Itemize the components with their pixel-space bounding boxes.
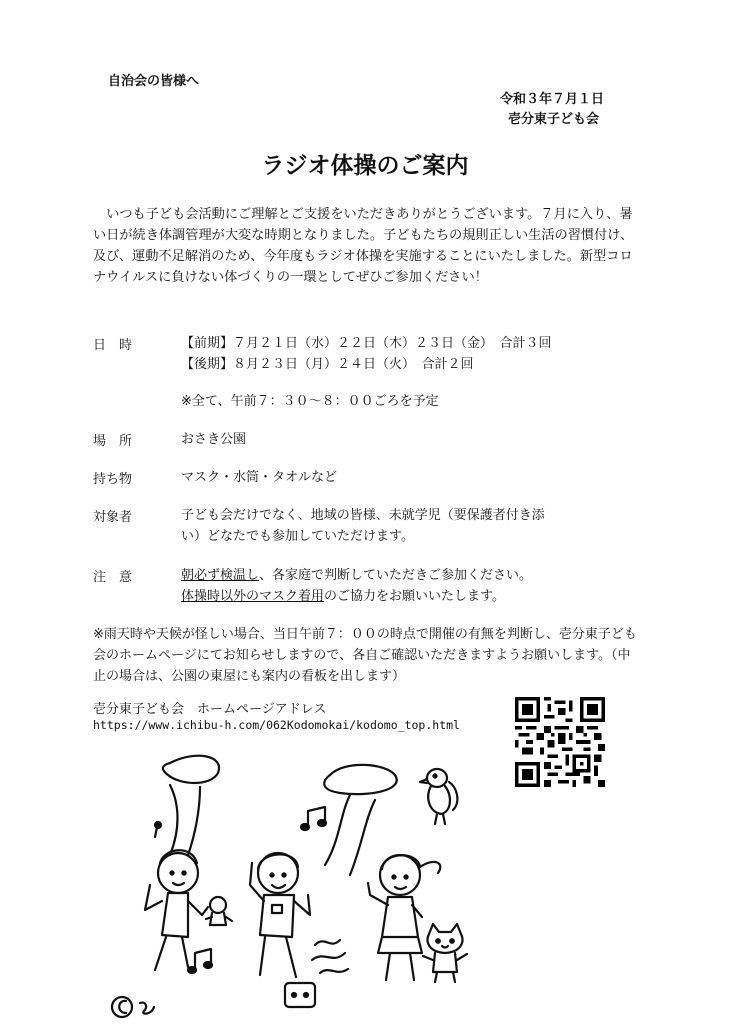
music-note-bottom — [188, 962, 212, 973]
girl-hair — [382, 855, 440, 873]
caution-line2 — [181, 587, 505, 608]
caution-line2-emphasis: 体操時以外のマスク着用 — [181, 589, 325, 604]
boy-middle-hair — [258, 854, 298, 869]
intro-paragraph: いつも子ども会活動にご理解とご支援をいただきありがとうございます。７月に入り、暑い日が続き体調管理が大変な時期となりました。子どもたちの規則正しい生活の習慣付け、及び、運動不足解消のため、今年度もラジオ体操を実施することにいたしました。新型コロナウイルスに負けない体づくりの一環としてぜひご参加ください！ — [93, 207, 634, 285]
boy-middle-body — [260, 895, 294, 937]
schedule-time-note: ※全て、午前７：３０～８：００ごろを予定 — [181, 394, 439, 409]
signature-mark — [140, 1003, 154, 1014]
addressee: 自治会の皆様へ — [108, 74, 200, 89]
boy-left-arm — [145, 885, 162, 910]
girl-body — [382, 897, 418, 937]
target-label: 対象者 — [93, 510, 133, 525]
bubble-tail-left — [170, 785, 178, 855]
music-note-top — [301, 820, 326, 830]
boy-left-head — [158, 853, 198, 893]
caution-line1-rest: 、各家庭で判断していただきご参加ください。 — [259, 568, 533, 583]
copyright-circle — [112, 997, 132, 1017]
bubble-tail-right-2 — [350, 800, 375, 875]
caution-line1 — [181, 566, 532, 587]
radio-icon — [285, 983, 315, 1007]
boy-middle-legs — [260, 937, 296, 977]
girl-legs — [386, 953, 414, 980]
bubble-left — [163, 756, 219, 783]
caution-line1-emphasis: 朝必ず検温し — [181, 568, 260, 583]
cat-illustration — [415, 920, 475, 990]
boy-left-legs — [155, 937, 188, 970]
page-title: ラジオ体操のご案内 — [261, 153, 469, 179]
bubble-tail-right — [325, 795, 350, 865]
dog-head — [210, 897, 226, 913]
caution-line2-rest: のご協力をお願いいたします。 — [324, 589, 505, 604]
qr-code[interactable] — [515, 697, 605, 787]
bubble-tail-left-2 — [188, 787, 200, 855]
boy-left-body — [162, 893, 188, 937]
bring-value: マスク・水筒・タオルなど — [181, 470, 338, 485]
rain-note: ※雨天時や天候が怪しい場合、当日午前７：００の時点で開催の有無を判断し、壱分東子ども会のホームページにてお知らせしますので、各自ご確認いただきますようお願いします。（中止の場合は、公園の東屋にも案内の看板を出します） — [93, 627, 637, 684]
stamp-card-middle — [272, 905, 282, 913]
homepage-label: 壱分東子ども会 ホームページアドレス — [93, 702, 327, 717]
bubble-right — [324, 765, 396, 794]
bring-label: 持ち物 — [93, 472, 133, 487]
schedule-line-late: 【後期】８月２３日（月）２４日（火） 合計２回 — [181, 357, 474, 372]
dot-mark-tail — [155, 827, 157, 837]
place-label: 場 所 — [93, 434, 133, 449]
homepage-url-link[interactable]: https://www.ichibu-h.com/062Kodomokai/kodomo_top.html — [93, 718, 460, 732]
schedule-line-early: 【前期】７月２１日（水）２２日（木）２３日（金） 合計３回 — [181, 336, 552, 351]
sender-organization: 壱分東子ども会 — [508, 112, 600, 127]
target-line1: 子ども会だけでなく、地域の皆様、未就学児（要保護者付き添 — [181, 508, 545, 523]
document-date: 令和３年７月１日 — [500, 92, 605, 107]
bird-illustration — [415, 762, 465, 832]
target-line2: い）どなたでも参加していただけます。 — [181, 529, 414, 544]
caution-label: 注 意 — [93, 570, 133, 585]
schedule-label: 日 時 — [93, 338, 133, 353]
place-value: おさき公園 — [181, 432, 247, 447]
